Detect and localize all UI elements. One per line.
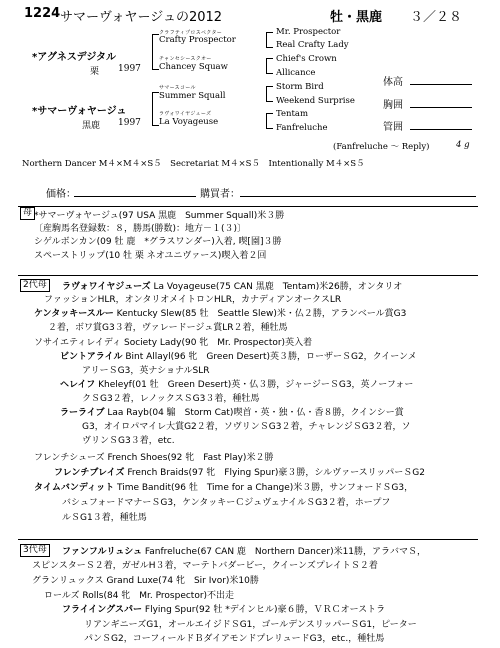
gen3-entry-0-name: ファンフルリュシュ xyxy=(62,547,143,557)
height-line xyxy=(410,84,472,85)
sire-color: 栗 xyxy=(90,67,100,77)
gen2-entry-13-name: フレンチブレイズ xyxy=(54,468,125,478)
gen2-entry-9-text: Laa Rayb(04 騸 Storm Cat)喫首・英・独・仏・香８勝，クインシー賞 xyxy=(107,408,404,418)
gen3-3: Chief's Crown xyxy=(276,54,337,64)
dam-dam-kana: ラヴォワイヤジューズ xyxy=(159,111,212,117)
gen2-entry-5 xyxy=(60,349,417,362)
gen3-entry-4-name: フライイングスパー xyxy=(62,605,143,615)
gen2-entry-0 xyxy=(62,279,402,292)
gen2-entry-2-name: ケンタッキースルー xyxy=(34,309,114,319)
footnote-weight: 4 g xyxy=(456,140,470,150)
gen3-entry-1: スピンスターＳ２着，ガゼルH３着，マーテトバダービー，クイーンズプレイトＳ２着 xyxy=(32,561,378,571)
gen2-entry-16: ルＳG1３着，種牡馬 xyxy=(62,513,147,523)
bracket-gen3-1 xyxy=(266,32,273,48)
gen2-entry-1: ファッションHLR，オンタリオメイトロンHLR，カナディアンオークスLR xyxy=(44,295,342,305)
gen2-entry-14 xyxy=(34,480,413,493)
gen3-section-tag: 3代母 xyxy=(20,544,50,557)
gen3-entry-2: グランリュックス Grand Luxe(74 牝 Sir Ivor)米10勝 xyxy=(32,576,259,586)
gen2-entry-0-text: La Voyageuse(75 CAN 黒鹿 Tentam)米26勝，オンタリオ xyxy=(153,282,403,292)
gen2-entry-5-text: Bint Allayl(96 牝 Green Desert)英３勝，ローザーＳG2，クイーンメ xyxy=(125,352,417,362)
horse-name: サマーヴォヤージュの2012 xyxy=(60,10,223,25)
gen2-entry-0-name: ラヴォワイヤジューズ xyxy=(62,282,151,292)
gen2-entry-14-name: タイムバンディット xyxy=(34,483,115,493)
dam-line-1: *サマーヴォヤージュ(97 USA 黒鹿 Summer Squall)米３勝 xyxy=(34,211,285,221)
gen2-entry-5-name: ビントアライル xyxy=(60,352,123,362)
dam-sire-kana: サマースコール xyxy=(159,85,196,91)
dam-line-3: シゲルボンカン(09 牡 鹿 *グラスワンダー)入着, 喫[園]３勝 xyxy=(34,237,282,247)
gen3-4: Allicance xyxy=(276,68,316,78)
gen2-entry-15: バシュフォードマナーＳG3，ケンタッキーＣジュヴェナイルＳG3２着，ホープフ xyxy=(62,498,391,508)
lot-number: 1224 xyxy=(24,6,61,21)
gen3-entry-4 xyxy=(62,602,385,615)
gen2-entry-7-text: Kheleyf(01 牡 Green Desert)英・仏３勝，ジャージーＳG3，英ノーフォー xyxy=(98,380,414,390)
dam-section-rule xyxy=(18,206,478,207)
dam-sire: Summer Squall xyxy=(159,91,226,101)
buyer-line xyxy=(240,196,476,197)
bracket-gen3-4 xyxy=(266,113,273,129)
bracket-gen3-2 xyxy=(266,58,273,74)
inbreeding-line: Northern Dancer M４×M４×S５ Secretariat M４×S５ Intentionally M４×S５ xyxy=(22,159,365,169)
gen2-entry-7-name: ヘレイフ xyxy=(60,380,96,390)
sire-sire: Crafty Prospector xyxy=(159,35,236,45)
gen2-entry-13-text: French Braids(97 牝 Flying Spur)豪３勝，シルヴァースリッパーＳG2 xyxy=(127,468,425,478)
gen2-entry-2 xyxy=(34,306,406,319)
gen2-entry-12: フレンチシューズ French Shoes(92 牝 Fast Play)米２勝 xyxy=(34,453,274,463)
sex-color: 牡・黒鹿 xyxy=(330,10,383,25)
sire-dam: Chancey Squaw xyxy=(159,62,228,72)
gen2-entry-3: ２着，ボワ賞G3３着，ヴァレードージュ賞LR２着，種牡馬 xyxy=(48,323,288,333)
birth-date: ３／２８ xyxy=(410,10,463,25)
sire-year: 1997 xyxy=(118,64,141,74)
dam-line-2: 〔産駒馬名登録数：８，勝馬(勝数)：地方－１(３)〕 xyxy=(34,224,247,234)
sire-sire-kana: クラフティプロスペクター xyxy=(159,30,223,36)
gen3-1: Mr. Prospector xyxy=(276,27,341,37)
gen3-5: Storm Bird xyxy=(276,82,324,92)
gen2-section-tag: 2代母 xyxy=(20,279,50,292)
gen2-entry-10: G3，オイロパマイレ大賞G2２着，ソヴリンＳG3２着，チャレンジＳG3２着，ソ xyxy=(82,422,411,432)
price-line xyxy=(74,196,196,197)
gen2-entry-8: クＳG3２着，レノックスＳG3３着，種牡馬 xyxy=(82,394,260,404)
buyer-label: 購買者： xyxy=(200,189,240,200)
bracket-dam xyxy=(152,92,159,126)
gen2-section-rule xyxy=(18,275,478,276)
gen3-entry-4-text: Flying Spur(92 牡 *デインヒル)豪６勝，ＶＲＣオーストラ xyxy=(144,605,386,615)
cannon-line xyxy=(410,129,472,130)
height-label: 体高 xyxy=(383,77,403,88)
gen3-entry-6: パンＳG2，コーフィールドＢダイアモンドプレリュードG3，etc.，種牡馬 xyxy=(84,634,385,644)
gen3-8: Fanfreluche xyxy=(276,123,328,133)
gen3-2: Real Crafty Lady xyxy=(276,40,349,50)
cannon-label: 管囲 xyxy=(383,122,403,133)
gen3-section-rule xyxy=(18,539,478,540)
gen3-7: Tentam xyxy=(276,109,309,119)
dam-dam: La Voyageuse xyxy=(159,117,219,127)
gen3-entry-5: リアンギニーズG1，オールエイジドＳG1，ゴールデンスリッパーＳG1，ピーター xyxy=(84,620,417,630)
bracket-gen3-3 xyxy=(266,86,273,102)
dam-year: 1997 xyxy=(118,118,141,128)
bracket-sire xyxy=(152,34,159,70)
dam-section-tag: 母 xyxy=(20,207,35,220)
girth-line xyxy=(410,107,472,108)
gen2-entry-9 xyxy=(60,405,404,418)
gen2-entry-2-text: Kentucky Slew(85 牡 Seattle Slew)米・仏２勝，アランベール賞G3 xyxy=(116,309,407,319)
gen2-entry-6: アリーＳG3，英ナショナルSLR xyxy=(82,366,210,376)
gen2-entry-4: ソサイエティレイディ Society Lady(90 牝 Mr. Prospector)英入着 xyxy=(34,338,313,348)
dam-line-4: スペーストリップ(10 牡 栗 ネオユニヴァース)喫入着２回 xyxy=(34,251,267,261)
gen3-entry-0 xyxy=(62,544,426,557)
gen2-entry-13 xyxy=(54,465,425,478)
gen2-entry-11: ヴリンＳG3３着，etc. xyxy=(82,436,175,446)
gen3-entry-0-text: Fanfreluche(67 CAN 鹿 Northern Dancer)米11勝，アラバマＳ， xyxy=(144,547,427,557)
sire-name: *アグネスデジタル xyxy=(32,52,117,63)
dam-name: *サマーヴォヤージュ xyxy=(32,106,127,117)
girth-label: 胸囲 xyxy=(383,100,403,111)
price-label: 価格： xyxy=(46,189,76,200)
sire-dam-kana: チャンセシースクオー xyxy=(159,56,212,62)
gen2-entry-7 xyxy=(60,377,413,390)
pedigree-footnote: (Fanfreluche ～ Reply) xyxy=(333,142,430,152)
gen3-entry-3: ロールズ Rolls(84 牝 Mr. Prospector)不出走 xyxy=(44,591,235,601)
dam-color: 黒鹿 xyxy=(82,121,101,131)
gen2-entry-14-text: Time Bandit(96 牡 Time for a Change)米３勝，サンフォードＳG3， xyxy=(116,483,414,493)
gen3-6: Weekend Surprise xyxy=(276,96,355,106)
gen2-entry-9-name: ラーライブ xyxy=(60,408,105,418)
